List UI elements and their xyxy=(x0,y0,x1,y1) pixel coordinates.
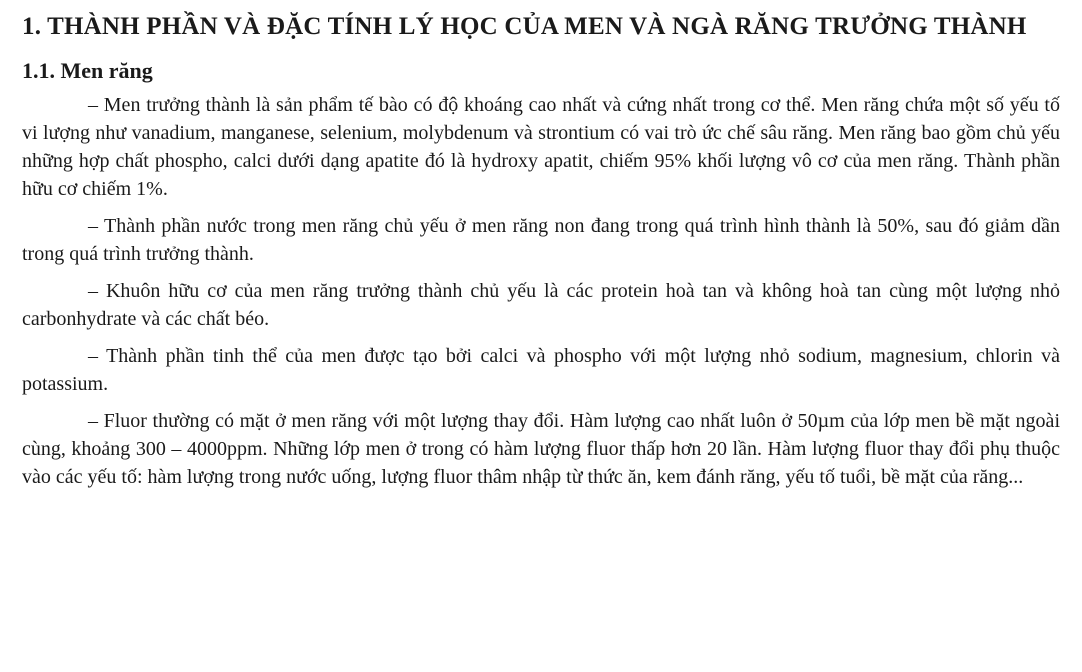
paragraph-fluoride: – Fluor thường có mặt ở men răng với một lượng thay đổi. Hàm lượng cao nhất luôn ở 50µm của lớp men bề mặt ngoài cùng, khoảng 300 – 4000ppm. Những lớp men ở trong có hàm lượng fluor thấp hơn 20 lần. Hàm lượng fluor thay đổi phụ thuộc vào các yếu tố: hàm lượng trong nước uống, lượng fluor thâm nhập từ thức ăn, kem đánh răng, yếu tố tuổi, bề mặt của răng... xyxy=(22,410,1060,488)
section-title: 1. THÀNH PHẦN VÀ ĐẶC TÍNH LÝ HỌC CỦA MEN VÀ NGÀ RĂNG TRƯỞNG THÀNH xyxy=(22,13,1027,40)
body-text xyxy=(22,91,1060,491)
subsection-title: 1.1. Men răng xyxy=(22,58,153,83)
paragraph-organic-matrix: – Khuôn hữu cơ của men răng trưởng thành chủ yếu là các protein hoà tan và không hoà tan cùng một lượng nhỏ carbonhydrate và các chất béo. xyxy=(22,280,1060,330)
paragraph-enamel-composition: – Men trưởng thành là sản phẩm tế bào có độ khoáng cao nhất và cứng nhất trong cơ thể. Men răng chứa một số yếu tố vi lượng như vanadium, manganese, selenium, molybdenum và strontium có vai trò ức chế sâu răng. Men răng bao gồm chủ yếu những hợp chất phospho, calci dưới dạng apatite đó là hydroxy apatit, chiếm 95% khối lượng vô cơ của men răng. Thành phần hữu cơ chiếm 1%. xyxy=(22,94,1060,200)
paragraph-crystal-composition: – Thành phần tinh thể của men được tạo bởi calci và phospho với một lượng nhỏ sodium, magnesium, chlorin và potassium. xyxy=(22,345,1060,395)
paragraph-water-content: – Thành phần nước trong men răng chủ yếu ở men răng non đang trong quá trình hình thành là 50%, sau đó giảm dần trong quá trình trưởng thành. xyxy=(22,215,1060,265)
